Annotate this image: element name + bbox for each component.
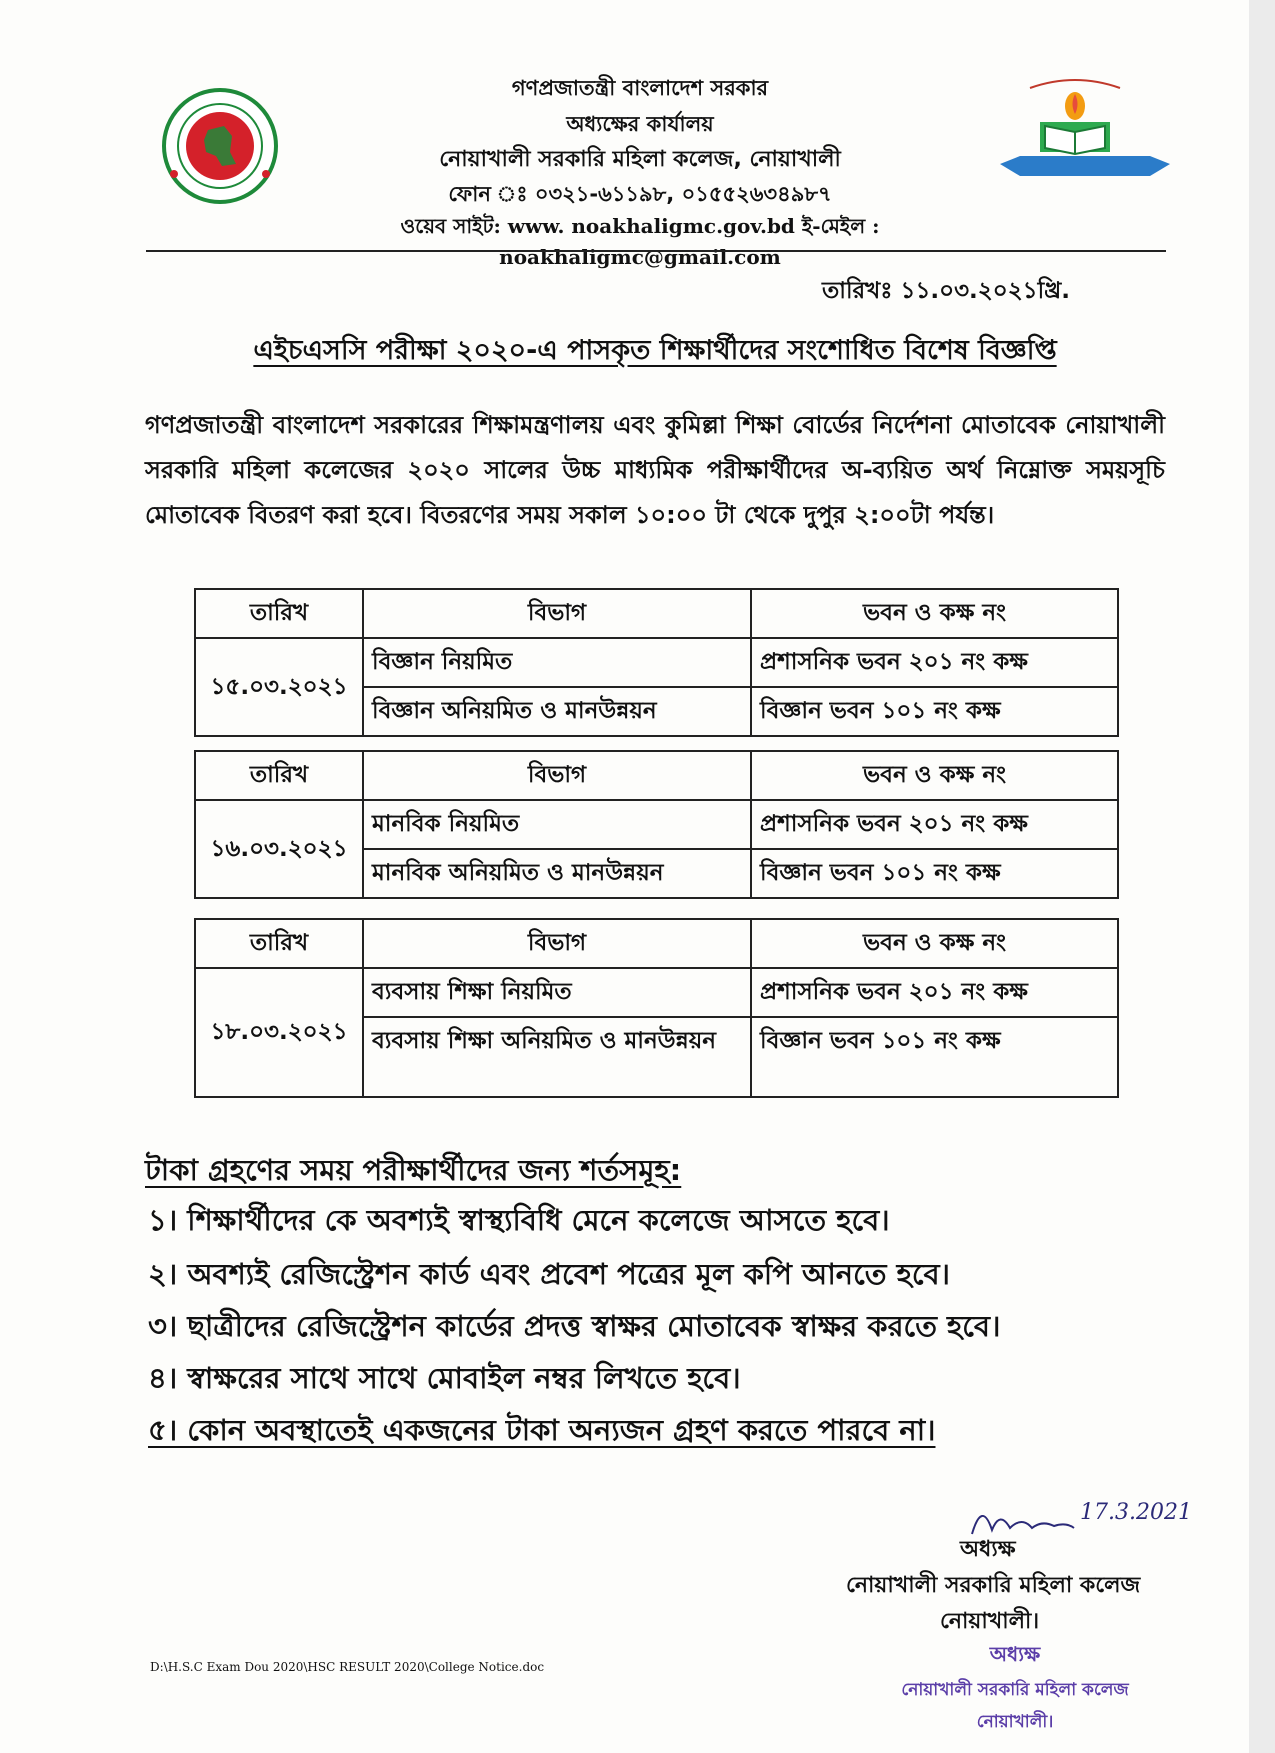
header-office: অধ্যক্ষের কার্যালয় [566,112,714,136]
header-government: গণপ্রজাতন্ত্রী বাংলাদেশ সরকার [511,76,769,100]
dept-cell: মানবিক অনিয়মিত ও মানউন্নয়ন [363,849,751,898]
signature-college: নোয়াখালী সরকারি মহিলা কলেজ [846,1573,1141,1598]
header-room: ভবন ও কক্ষ নং [751,751,1118,800]
room-cell: বিজ্ঞান ভবন ১০১ নং কক্ষ [751,687,1118,736]
header-date: তারিখ [195,589,363,638]
notice-title: এইচএসসি পরীক্ষা ২০২০-এ পাসকৃত শিক্ষার্থীদের সংশোধিত বিশেষ বিজ্ঞপ্তি [253,335,1057,366]
stamp-title: অধ্যক্ষ [989,1642,1041,1666]
dept-cell: বিজ্ঞান অনিয়মিত ও মানউন্নয়ন [363,687,751,736]
condition-item: ৫। কোন অবস্থাতেই একজনের টাকা অন্যজন গ্রহণ করতে পারবে না। [148,1413,936,1447]
condition-item: ২। অবশ্যই রেজিস্ট্রেশন কার্ড এবং প্রবেশ পত্রের মূল কপি আনতে হবে। [148,1257,951,1291]
stamp-place: নোয়াখালী। [976,1712,1054,1732]
signature-place: নোয়াখালী। [940,1609,1040,1634]
schedule-table-1 [194,588,1119,737]
room-cell: প্রশাসনিক ভবন ২০১ নং কক্ষ [751,800,1118,849]
room-cell: প্রশাসনিক ভবন ২০১ নং কক্ষ [751,968,1118,1017]
conditions-title: টাকা গ্রহণের সময় পরীক্ষার্থীদের জন্য শর্তসমূহ: [145,1153,682,1187]
date-cell: ১৫.০৩.২০২১ [195,638,363,736]
scan-edge [1249,0,1275,1753]
header-college: নোয়াখালী সরকারি মহিলা কলেজ, নোয়াখালী [439,147,841,172]
notice-date: তারিখঃ ১১.০৩.২০২১খ্রি. [822,278,1070,304]
room-cell: প্রশাসনিক ভবন ২০১ নং কক্ষ [751,638,1118,687]
condition-item: ৪। স্বাক্ষরের সাথে সাথে মোবাইল নম্বর লিখতে হবে। [148,1361,741,1395]
header-web-email: ওয়েব সাইট: www. noakhaligmc.gov.bd ই-মেইল : noakhaligmc@gmail.com [400,214,880,269]
header-dept: বিভাগ [363,919,751,968]
stamp-college: নোয়াখালী সরকারি মহিলা কলেজ [901,1680,1129,1700]
header-date: তারিখ [195,751,363,800]
schedule-table-3 [194,918,1119,1098]
dept-cell: ব্যবসায় শিক্ষা নিয়মিত [363,968,751,1017]
header-dept: বিভাগ [363,589,751,638]
date-cell: ১৮.০৩.২০২১ [195,968,363,1097]
room-cell: বিজ্ঞান ভবন ১০১ নং কক্ষ [751,1017,1118,1097]
official-stamp [880,1640,1150,1737]
header-divider [146,250,1166,252]
college-logo-icon [1000,76,1170,196]
date-cell: ১৬.০৩.২০২১ [195,800,363,898]
notice-body: গণপ্রজাতন্ত্রী বাংলাদেশ সরকারের শিক্ষামন্ত্রণালয় এবং কুমিল্লা শিক্ষা বোর্ডের নির্দেশনা মোতাবেক নোয়াখালী সরকারি মহিলা কলেজের ২০২০ সালের উচ্চ মাধ্যমিক পরীক্ষার্থীদের অ-ব্যয়িত অর্থ নিম্নোক্ত সময়সূচি মোতাবেক বিতরণ করা হবে। বিতরণের সময় সকাল ১০:০০ টা থেকে দুপুর ২:০০টা পর্যন্ত। [145,411,1165,529]
schedule-table-2 [194,750,1119,899]
header-dept: বিভাগ [363,751,751,800]
handwritten-date: 17.3.2021 [1080,1500,1192,1525]
room-cell: বিজ্ঞান ভবন ১০১ নং কক্ষ [751,849,1118,898]
file-path: D:\H.S.C Exam Dou 2020\HSC RESULT 2020\College Notice.doc [150,1660,545,1674]
signature-title: অধ্যক্ষ [960,1537,1016,1562]
dept-cell: ব্যবসায় শিক্ষা অনিয়মিত ও মানউন্নয়ন [363,1017,751,1097]
header-date: তারিখ [195,919,363,968]
header-room: ভবন ও কক্ষ নং [751,589,1118,638]
header-room: ভবন ও কক্ষ নং [751,919,1118,968]
condition-item: ৩। ছাত্রীদের রেজিস্ট্রেশন কার্ডের প্রদত্ত স্বাক্ষর মোতাবেক স্বাক্ষর করতে হবে। [148,1309,1001,1343]
dept-cell: মানবিক নিয়মিত [363,800,751,849]
header-phone: ফোন ঃ ০৩২১-৬১১৯৮, ০১৫৫২৬৩৪৯৮৭ [448,182,832,206]
dept-cell: বিজ্ঞান নিয়মিত [363,638,751,687]
condition-item: ১। শিক্ষার্থীদের কে অবশ্যই স্বাস্থ্যবিধি মেনে কলেজে আসতে হবে। [148,1203,890,1237]
